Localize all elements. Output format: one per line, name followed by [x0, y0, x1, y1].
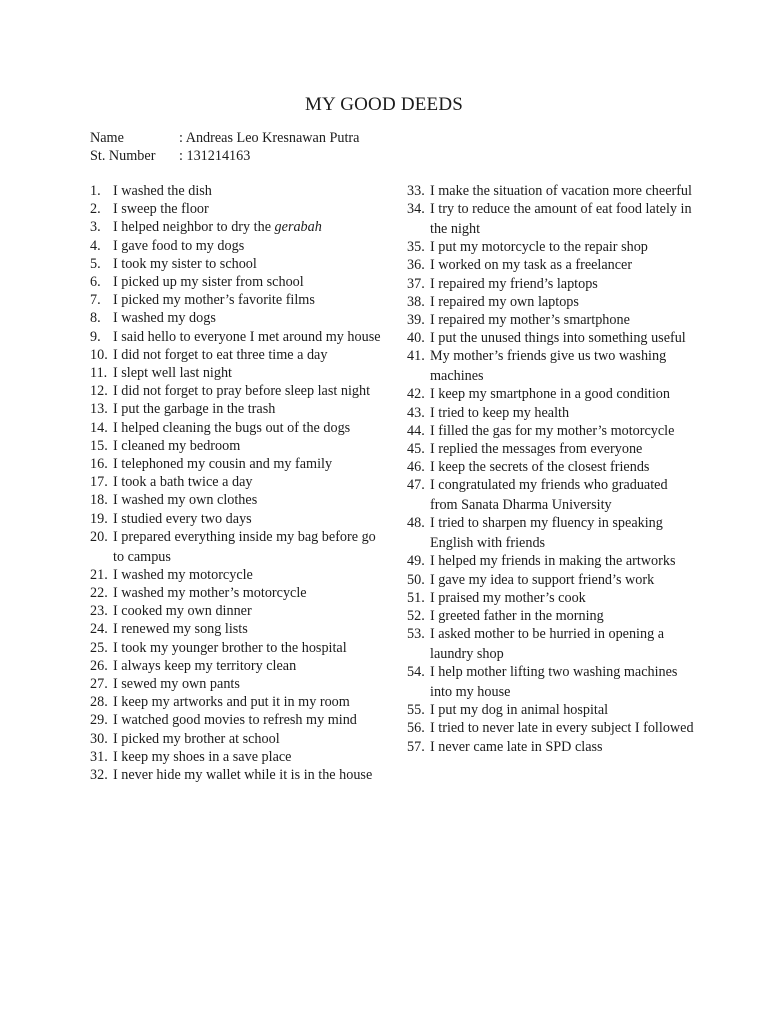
- deed-text-part: I put my dog in animal hospital: [430, 702, 609, 719]
- deed-text: [113, 346, 390, 366]
- deed-text-part: I never hide my wallet while it is in the house: [113, 767, 373, 784]
- deed-number: 8.: [90, 310, 101, 327]
- deed-text-part: I greeted father in the morning: [430, 608, 604, 625]
- deed-text: [430, 663, 697, 703]
- deed-number: 53.: [407, 626, 425, 643]
- deed-number: 51.: [407, 589, 425, 606]
- deed-text-part: I put the garbage in the trash: [113, 401, 276, 418]
- deed-text: [113, 273, 390, 293]
- deed-number: 56.: [407, 720, 425, 737]
- deed-item: [407, 552, 697, 572]
- deed-item: [90, 639, 390, 659]
- deed-text: [430, 422, 697, 442]
- deed-text: [430, 701, 697, 721]
- deed-item: [407, 476, 697, 516]
- deed-text-part: I gave my idea to support friend’s work: [430, 571, 655, 588]
- deed-number: 55.: [407, 702, 425, 719]
- deed-text-part: I keep my artworks and put it in my room: [113, 694, 350, 711]
- deed-item: [90, 400, 390, 420]
- deed-text: [430, 404, 697, 424]
- deed-text: [113, 602, 390, 622]
- deed-text: [113, 382, 390, 402]
- deed-item: [90, 675, 390, 695]
- deed-item: [90, 693, 390, 713]
- deed-text: [430, 719, 697, 739]
- deed-item: [90, 255, 390, 275]
- deed-text: [113, 400, 390, 420]
- deed-text: [430, 514, 697, 554]
- deed-item: [90, 510, 390, 530]
- deed-item: [90, 328, 390, 348]
- deed-item: [407, 182, 697, 202]
- deed-text-part: I helped my friends in making the artworks: [430, 553, 676, 570]
- deed-text-part: I never came late in SPD class: [430, 738, 603, 755]
- deed-item: [90, 748, 390, 768]
- deed-item: [407, 589, 697, 609]
- deed-item: [90, 584, 390, 604]
- deed-text: [113, 510, 390, 530]
- deed-text: [113, 528, 390, 568]
- deed-text-part: I praised my mother’s cook: [430, 589, 586, 606]
- deed-text-part: I gave food to my dogs: [113, 237, 245, 254]
- deed-text: [430, 293, 697, 313]
- deed-text: [430, 311, 697, 331]
- deed-text-part: I helped neighbor to dry the: [113, 219, 275, 236]
- deed-number: 21.: [90, 566, 108, 583]
- deed-text-part: I repaired my own laptops: [430, 293, 579, 310]
- deed-item: [407, 663, 697, 703]
- deed-number: 46.: [407, 459, 425, 476]
- deed-number: 22.: [90, 585, 108, 602]
- deed-item: [90, 473, 390, 493]
- deed-text-part: I did not forget to pray before sleep last night: [113, 383, 371, 400]
- deed-number: 6.: [90, 274, 101, 291]
- deed-text-part: I put my motorcycle to the repair shop: [430, 239, 648, 256]
- deed-item: [90, 766, 390, 786]
- deed-text-part: I tried to never late in every subject I followed: [430, 720, 694, 737]
- deed-number: 57.: [407, 738, 425, 755]
- deed-text-part: I replied the messages from everyone: [430, 441, 643, 458]
- deed-number: 7.: [90, 292, 101, 309]
- deed-text-part: I helped cleaning the bugs out of the dogs: [113, 419, 351, 436]
- deed-text-part: I picked my mother’s favorite films: [113, 292, 315, 309]
- deed-item: [90, 620, 390, 640]
- deed-item: [90, 346, 390, 366]
- student-number-label: St. Number: [90, 148, 156, 164]
- deeds-list-left: [90, 182, 390, 784]
- deed-text-part: I watched good movies to refresh my mind: [113, 712, 357, 729]
- deed-number: 27.: [90, 676, 108, 693]
- deed-number: 38.: [407, 293, 425, 310]
- deed-text: [113, 584, 390, 604]
- deed-text: [430, 589, 697, 609]
- deed-item: [90, 602, 390, 622]
- deed-item: [407, 238, 697, 258]
- deed-text-part: I repaired my mother’s smartphone: [430, 312, 630, 329]
- deed-text-part: I make the situation of vacation more cheerful: [430, 183, 692, 199]
- deed-text-part: I asked mother to be hurried in opening a laundry shop: [430, 626, 665, 663]
- deed-text: [430, 738, 697, 758]
- deed-text: [430, 200, 697, 240]
- deed-number: 37.: [407, 275, 425, 292]
- deed-text-part: I slept well last night: [113, 365, 233, 382]
- deed-number: 40.: [407, 330, 425, 347]
- deed-text: [113, 675, 390, 695]
- deed-item: [90, 730, 390, 750]
- deed-text: [113, 364, 390, 384]
- deed-item: [90, 218, 390, 238]
- deed-number: 28.: [90, 694, 108, 711]
- deed-text: [113, 693, 390, 713]
- deed-item: [407, 275, 697, 295]
- deed-text: [430, 182, 697, 202]
- deed-item: [90, 237, 390, 257]
- deed-text-part: I took my sister to school: [113, 255, 257, 272]
- name-value: : Andreas Leo Kresnawan Putra: [179, 130, 360, 146]
- deed-number: 31.: [90, 748, 108, 765]
- deed-text: [113, 455, 390, 475]
- deed-item: [407, 607, 697, 627]
- deed-text-part: My mother’s friends give us two washing machines: [430, 348, 667, 385]
- deed-text: [430, 571, 697, 591]
- deed-number: 45.: [407, 441, 425, 458]
- deed-text-part: I repaired my friend’s laptops: [430, 275, 598, 292]
- deed-text: [113, 657, 390, 677]
- deed-number: 3.: [90, 219, 101, 236]
- deed-number: 33.: [407, 183, 425, 199]
- deed-number: 20.: [90, 528, 108, 545]
- deed-number: 36.: [407, 257, 425, 274]
- deed-text: [430, 275, 697, 295]
- deed-text-part: I prepared everything inside my bag before go to campus: [113, 528, 376, 565]
- deed-text-part: I took a bath twice a day: [113, 474, 253, 491]
- deed-item: [90, 200, 390, 220]
- deed-text-part: I tried to keep my health: [430, 404, 570, 421]
- deed-text-part: I picked up my sister from school: [113, 274, 304, 291]
- deed-number: 48.: [407, 515, 425, 532]
- deed-item: [407, 458, 697, 478]
- deed-text-part: I cleaned my bedroom: [113, 437, 241, 454]
- deed-item: [90, 455, 390, 475]
- deed-item: [90, 528, 390, 568]
- deed-number: 4.: [90, 237, 101, 254]
- deed-text: [430, 458, 697, 478]
- deed-item: [90, 291, 390, 311]
- deed-text-part: I washed my mother’s motorcycle: [113, 585, 307, 602]
- deed-number: 39.: [407, 312, 425, 329]
- deed-text-part: I sewed my own pants: [113, 676, 240, 693]
- deed-text: [113, 255, 390, 275]
- deed-item: [407, 200, 697, 240]
- deed-text-part: I keep my smartphone in a good condition: [430, 386, 670, 403]
- deed-number: 11.: [90, 365, 108, 382]
- deed-item: [90, 437, 390, 457]
- student-number-value: : 131214163: [179, 148, 251, 164]
- deed-item: [407, 738, 697, 758]
- deed-text-part: I washed my motorcycle: [113, 566, 253, 583]
- deed-item: [407, 701, 697, 721]
- deed-item: [407, 347, 697, 387]
- deed-text: [113, 730, 390, 750]
- deed-text-part: I telephoned my cousin and my family: [113, 456, 333, 473]
- deed-text: [113, 491, 390, 511]
- deed-number: 10.: [90, 346, 108, 363]
- deed-text: [430, 552, 697, 572]
- deed-item: [407, 514, 697, 554]
- deed-number: 13.: [90, 401, 108, 418]
- deed-number: 43.: [407, 404, 425, 421]
- deed-text-part: I worked on my task as a freelancer: [430, 257, 633, 274]
- deed-text-italic: gerabah: [274, 219, 322, 236]
- deed-text-part: I took my younger brother to the hospital: [113, 639, 347, 656]
- deed-number: 14.: [90, 419, 108, 436]
- deed-text: [113, 182, 390, 202]
- deed-text-part: I washed my own clothes: [113, 492, 258, 509]
- deed-number: 41.: [407, 348, 425, 365]
- deed-number: 30.: [90, 730, 108, 747]
- deed-item: [90, 657, 390, 677]
- deed-number: 26.: [90, 657, 108, 674]
- deed-text: [430, 347, 697, 387]
- deed-text-part: I help mother lifting two washing machines into my house: [430, 664, 678, 701]
- deed-text-part: I renewed my song lists: [113, 621, 248, 638]
- deed-item: [90, 273, 390, 293]
- deed-number: 32.: [90, 767, 108, 784]
- deed-text: [113, 748, 390, 768]
- deed-text-part: I said hello to everyone I met around my house: [113, 328, 381, 345]
- deed-text: [113, 473, 390, 493]
- deed-text: [113, 766, 390, 786]
- deed-text: [113, 218, 390, 238]
- deed-number: 1.: [90, 183, 101, 199]
- deed-text: [113, 711, 390, 731]
- deed-number: 49.: [407, 553, 425, 570]
- deed-number: 54.: [407, 664, 425, 681]
- deed-text-part: I picked my brother at school: [113, 730, 280, 747]
- deed-text: [113, 291, 390, 311]
- deed-text-part: I studied every two days: [113, 510, 252, 527]
- student-number-row: [90, 147, 359, 165]
- deed-item: [90, 419, 390, 439]
- deed-number: 16.: [90, 456, 108, 473]
- deed-text: [113, 639, 390, 659]
- deed-text-part: I tried to sharpen my fluency in speaking English with friends: [430, 515, 663, 552]
- deed-item: [90, 711, 390, 731]
- deed-number: 25.: [90, 639, 108, 656]
- deed-text: [430, 256, 697, 276]
- deed-text: [113, 566, 390, 586]
- name-row: [90, 129, 359, 147]
- deed-item: [90, 182, 390, 202]
- deed-text: [430, 440, 697, 460]
- deed-number: 2.: [90, 201, 101, 218]
- student-info: [90, 129, 359, 165]
- deed-text: [113, 309, 390, 329]
- deed-number: 42.: [407, 386, 425, 403]
- deed-item: [90, 309, 390, 329]
- deed-text-part: I put the unused things into something useful: [430, 330, 686, 347]
- deed-text-part: I always keep my territory clean: [113, 657, 297, 674]
- deed-number: 24.: [90, 621, 108, 638]
- deed-item: [407, 311, 697, 331]
- deed-item: [90, 566, 390, 586]
- deed-item: [90, 382, 390, 402]
- deed-text: [430, 476, 697, 516]
- deed-text: [113, 200, 390, 220]
- deed-text: [113, 437, 390, 457]
- deed-number: 5.: [90, 255, 101, 272]
- deed-text-part: I washed the dish: [113, 183, 212, 199]
- deed-text: [430, 238, 697, 258]
- deed-text-part: I try to reduce the amount of eat food lately in the night: [430, 201, 692, 237]
- deed-number: 50.: [407, 571, 425, 588]
- deed-text-part: I keep the secrets of the closest friends: [430, 459, 650, 476]
- deed-number: 35.: [407, 239, 425, 256]
- deed-text-part: I congratulated my friends who graduated from Sanata Dharma University: [430, 477, 668, 514]
- deed-text: [430, 625, 697, 665]
- deed-text: [113, 328, 390, 348]
- deed-item: [407, 385, 697, 405]
- deed-text: [113, 419, 390, 439]
- deed-number: 23.: [90, 603, 108, 620]
- deed-text-part: I cooked my own dinner: [113, 603, 252, 620]
- deed-number: 34.: [407, 201, 425, 218]
- deed-number: 47.: [407, 477, 425, 494]
- deed-text: [430, 607, 697, 627]
- deed-text-part: I washed my dogs: [113, 310, 216, 327]
- deed-item: [407, 719, 697, 739]
- deed-item: [407, 625, 697, 665]
- deed-number: 19.: [90, 510, 108, 527]
- deed-text: [113, 237, 390, 257]
- deed-item: [407, 422, 697, 442]
- deed-item: [407, 329, 697, 349]
- deed-item: [407, 440, 697, 460]
- deed-item: [407, 293, 697, 313]
- deeds-list-right: [407, 182, 697, 756]
- deed-number: 9.: [90, 328, 101, 345]
- deed-number: 18.: [90, 492, 108, 509]
- deed-text: [430, 329, 697, 349]
- deed-item: [407, 256, 697, 276]
- deed-text-part: I keep my shoes in a save place: [113, 748, 292, 765]
- deed-number: 44.: [407, 422, 425, 439]
- deed-number: 29.: [90, 712, 108, 729]
- deed-text-part: I filled the gas for my mother’s motorcycle: [430, 422, 675, 439]
- deed-number: 15.: [90, 437, 108, 454]
- deed-item: [407, 404, 697, 424]
- deed-item: [90, 364, 390, 384]
- deed-number: 17.: [90, 474, 108, 491]
- deed-text: [113, 620, 390, 640]
- deed-item: [90, 491, 390, 511]
- document-title: MY GOOD DEEDS: [304, 94, 464, 115]
- deed-number: 52.: [407, 608, 425, 625]
- deed-text-part: I sweep the floor: [113, 201, 209, 218]
- name-label: Name: [90, 130, 124, 146]
- deed-text-part: I did not forget to eat three time a day: [113, 346, 328, 363]
- deed-number: 12.: [90, 383, 108, 400]
- deed-item: [407, 571, 697, 591]
- deed-text: [430, 385, 697, 405]
